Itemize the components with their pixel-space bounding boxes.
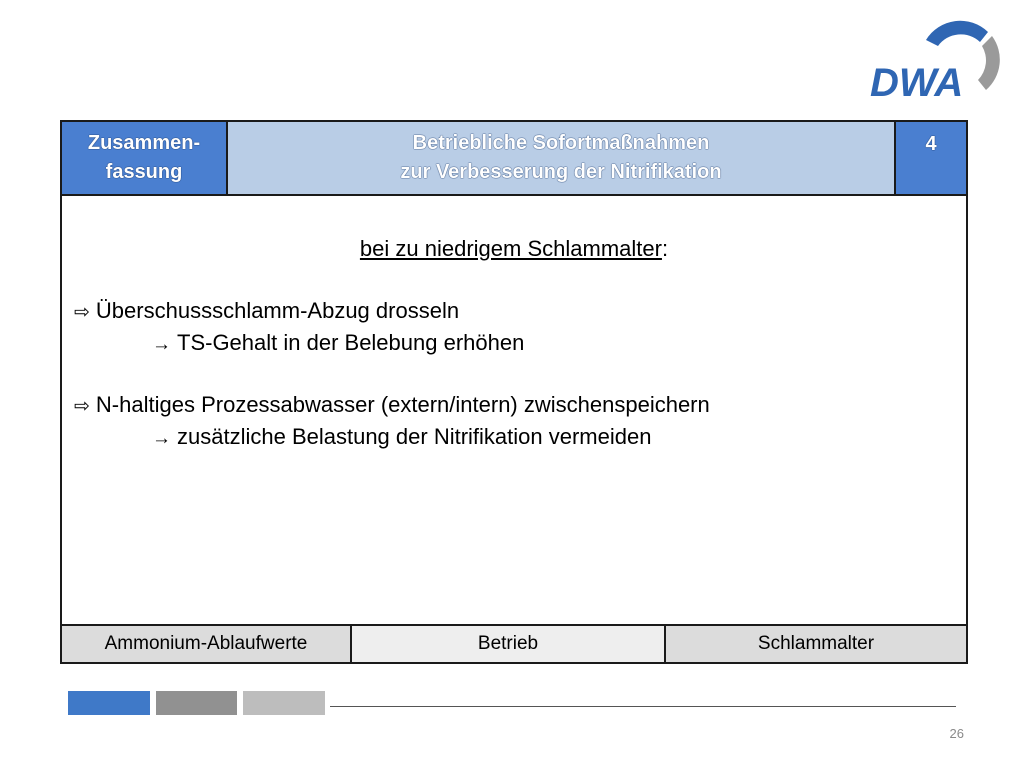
measure-item-2-consequence: [152, 424, 651, 450]
card-header: [62, 122, 966, 196]
header-number-value: 4: [925, 133, 937, 155]
header-section-line-2: fassung: [105, 161, 183, 183]
footer-rule: [330, 706, 956, 707]
footer-tab-schlammalter[interactable]: Schlammalter: [666, 626, 966, 662]
page-number: 26: [949, 726, 964, 741]
body-subtitle-text: bei zu niedrigem Schlammalter: [359, 236, 662, 261]
header-number: [896, 122, 966, 194]
measure-item-2-consequence-text: zusätzliche Belastung der Nitrifikation vermeiden: [177, 424, 652, 449]
right-arrow-icon: →: [152, 334, 171, 355]
card-body: [62, 196, 966, 624]
body-subtitle-colon: :: [661, 236, 669, 261]
measure-item-1: [74, 298, 459, 324]
measure-item-1-consequence-text: TS-Gehalt in der Belebung erhöhen: [177, 330, 525, 355]
logo-arc-blue: [926, 21, 988, 46]
right-arrow-icon: →: [152, 428, 171, 449]
header-title: [228, 122, 896, 194]
hollow-arrow-icon: ⇨: [74, 396, 90, 417]
header-section-label: [62, 122, 228, 194]
decor-bar-dark-gray: [156, 691, 237, 715]
dwa-logo: [868, 18, 1010, 100]
card-footer-tabs: [62, 624, 966, 662]
header-title-line-1: Betriebliche Sofortmaßnahmen: [412, 132, 710, 154]
decor-bar-light-gray: [243, 691, 325, 715]
decor-bar-blue: [68, 691, 150, 715]
content-card: [60, 120, 968, 664]
footer-tab-betrieb[interactable]: Betrieb: [352, 626, 666, 662]
measure-item-1-consequence: [152, 330, 524, 356]
footer-tab-ammonium[interactable]: Ammonium-Ablaufwerte: [62, 626, 352, 662]
measure-item-2: [74, 392, 710, 418]
header-section-line-1: Zusammen-: [87, 132, 201, 154]
hollow-arrow-icon: ⇨: [74, 302, 90, 323]
logo-wordmark: DWA: [870, 61, 964, 100]
header-title-line-2: zur Verbesserung der Nitrifikation: [400, 161, 722, 183]
body-subtitle: [62, 236, 966, 262]
measure-item-2-text: N-haltiges Prozessabwasser (extern/intern) zwischenspeichern: [95, 392, 710, 417]
measure-item-1-text: Überschussschlamm-Abzug drosseln: [95, 298, 460, 323]
logo-arc-gray: [978, 36, 1000, 90]
